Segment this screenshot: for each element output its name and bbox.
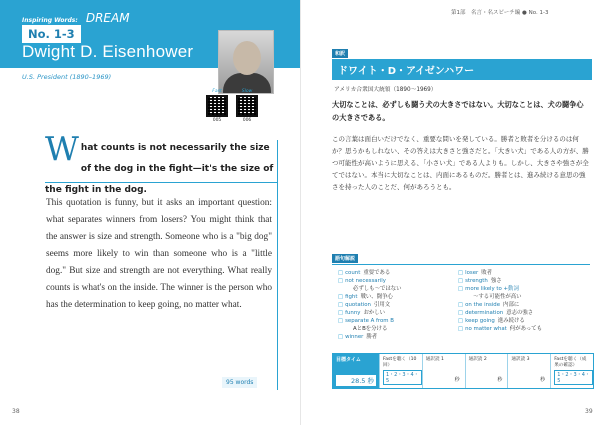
practice-timer-table xyxy=(332,353,594,389)
vocabulary-meaning: ～する可能性が高い xyxy=(473,294,522,300)
seconds-unit: 秒 xyxy=(497,377,503,383)
vocabulary-term: count xyxy=(345,270,361,276)
vocabulary-term: determination xyxy=(465,310,504,316)
right-page xyxy=(300,0,600,425)
checkbox-icon[interactable]: □ xyxy=(338,310,344,316)
vocabulary-meaning: おかしい xyxy=(363,310,386,316)
vocabulary-meaning: 必ずしも～ではない xyxy=(353,286,402,292)
vocabulary-tag: 語句解説 xyxy=(332,254,358,263)
translation-tag: 和訳 xyxy=(332,49,348,58)
vocabulary-meaning: 内部に xyxy=(503,302,520,308)
repeat-checklist[interactable]: 1・2・3・4・5 xyxy=(383,370,422,385)
checkbox-icon[interactable]: □ xyxy=(338,302,344,308)
portrait-photo xyxy=(218,30,274,94)
vocabulary-meaning: AとBを分ける xyxy=(353,326,388,332)
vocabulary-item xyxy=(338,309,458,317)
vocabulary-item xyxy=(458,301,578,309)
track-number: 006 xyxy=(242,118,252,123)
checkbox-icon[interactable]: □ xyxy=(458,278,464,284)
vocabulary-item xyxy=(338,293,458,301)
vocabulary-meaning: 何があっても xyxy=(509,326,543,332)
vocabulary-term: winner xyxy=(345,334,364,340)
speaker-role-ja: アメリカ合衆国大統領（1890～1969） xyxy=(334,87,437,93)
cell-title: 通訳読 2 xyxy=(468,357,487,362)
vocabulary-box xyxy=(332,245,590,341)
practice-cell[interactable] xyxy=(379,354,422,388)
divider xyxy=(332,264,590,265)
vocabulary-column-right xyxy=(458,269,578,341)
vocabulary-meaning: 引用文 xyxy=(373,302,391,308)
vocabulary-meaning: 戦い、闘争心 xyxy=(360,294,393,300)
vocabulary-term: on the inside xyxy=(465,302,501,308)
vocabulary-item xyxy=(458,325,578,333)
vocabulary-item xyxy=(338,285,458,293)
vocabulary-meaning: 敗者 xyxy=(481,270,493,276)
entry-number-badge: No. 1-3 xyxy=(22,25,81,43)
vocabulary-term: separate A from B xyxy=(345,318,394,324)
vocabulary-item xyxy=(458,277,578,285)
vocabulary-term: strength xyxy=(465,278,488,284)
vocabulary-term: funny xyxy=(345,310,361,316)
running-header: 第1部 名言・名スピーチ編 ● No. 1-3 xyxy=(451,10,549,16)
vocabulary-item xyxy=(458,317,578,325)
divider xyxy=(277,140,278,390)
vocabulary-column-left xyxy=(338,269,458,341)
body-text: This quotation is funny, but it asks an important question: what separates winners from losers? You might think that the answer is size and strength. Someone who is a "big dog" seems more likely to win than someone who is a "little dog." But size and strength are not everything. What really counts is what's on the inside. The winner is the person who has the determination to keep going, no matter what. xyxy=(46,198,272,310)
checkbox-icon[interactable]: □ xyxy=(338,278,344,284)
translation-heading xyxy=(332,40,592,93)
checkbox-icon[interactable]: □ xyxy=(458,310,464,316)
cell-title: 通訳読 1 xyxy=(425,357,444,362)
checkbox-icon[interactable]: □ xyxy=(458,326,464,332)
vocabulary-meaning: 重要である xyxy=(363,270,391,276)
practice-cell[interactable] xyxy=(422,354,465,388)
series-title: DREAM xyxy=(85,11,130,25)
checkbox-icon[interactable]: □ xyxy=(338,334,344,340)
quote-drop-cap: W xyxy=(45,129,79,168)
seconds-unit: 秒 xyxy=(540,377,546,383)
vocabulary-term: fight xyxy=(345,294,358,300)
quote xyxy=(45,129,275,198)
practice-cell[interactable] xyxy=(550,354,593,388)
repeat-checklist[interactable]: 1・2・3・4・5 xyxy=(554,370,593,385)
vocabulary-item xyxy=(458,285,578,293)
checkbox-icon[interactable]: □ xyxy=(458,286,464,292)
speaker-name: Dwight D. Eisenhower xyxy=(22,42,194,61)
series-heading xyxy=(22,7,130,26)
seconds-unit: 秒 xyxy=(454,377,460,383)
checkbox-icon[interactable]: □ xyxy=(458,302,464,308)
vocabulary-item xyxy=(338,317,458,325)
vocabulary-item xyxy=(338,301,458,309)
target-time xyxy=(333,354,379,388)
body-text-ja: この言葉は面白いだけでなく、重要な問いを発している。勝者と敗者を分けるのは何か？思うかもしれない、その答えは大きさと強さだと。「大きい犬」である人の方が、勝つ可能性が高いように思える、「小さい犬」である人よりも。しかし、大きさや強さが全てではない。本当に大切なことは、内面にあるものだ。勝者とは、進み続ける意思の強さを持った人のことだ、何があろうとも。 xyxy=(332,135,589,191)
checkbox-icon[interactable]: □ xyxy=(338,270,344,276)
vocabulary-item xyxy=(458,309,578,317)
word-count: 95 words xyxy=(222,377,257,388)
divider xyxy=(45,182,277,183)
target-time-label: 目標タイム xyxy=(336,357,361,363)
speaker-role: U.S. President (1890–1969) xyxy=(22,73,112,81)
vocabulary-term: more likely to +動詞 xyxy=(465,286,519,292)
checkbox-icon[interactable]: □ xyxy=(338,318,344,324)
vocabulary-term: loser xyxy=(465,270,479,276)
qr-icon xyxy=(236,95,258,117)
target-time-value: 28.5 秒 xyxy=(336,375,376,386)
vocabulary-meaning: 意志の強さ xyxy=(506,310,534,316)
qr-label: Fast xyxy=(212,89,222,94)
speaker-name-ja: ドワイト・D・アイゼンハワー xyxy=(332,59,592,80)
qr-code-slow[interactable] xyxy=(236,89,258,123)
vocabulary-term: no matter what xyxy=(465,326,507,332)
qr-code-fast[interactable] xyxy=(206,89,228,123)
checkbox-icon[interactable]: □ xyxy=(458,318,464,324)
cell-title: Fastを聴く（10回） xyxy=(383,357,417,368)
vocabulary-meaning: 進み続ける xyxy=(497,318,525,324)
practice-cell[interactable] xyxy=(465,354,508,388)
vocabulary-term: quotation xyxy=(345,302,371,308)
vocabulary-item xyxy=(338,325,458,333)
vocabulary-item xyxy=(338,269,458,277)
vocabulary-meaning: 勝者 xyxy=(366,334,378,340)
cell-title: Fastを聴く（成果の確認） xyxy=(554,357,587,368)
checkbox-icon[interactable]: □ xyxy=(458,270,464,276)
cell-title: 通訳読 3 xyxy=(511,357,530,362)
qr-label: Slow xyxy=(241,89,253,94)
quote-text: hat counts is not necessarily the size of the dog in the fight—it's the size of the fight in the dog. xyxy=(45,143,274,195)
vocabulary-item xyxy=(458,293,578,301)
checkbox-icon[interactable]: □ xyxy=(338,294,344,300)
quote-ja: 大切なことは、必ずしも闘う犬の大きさではない。大切なことは、犬の闘争心の大きさである。 xyxy=(332,100,584,122)
vocabulary-item xyxy=(338,333,458,341)
practice-cell[interactable] xyxy=(507,354,550,388)
vocabulary-item xyxy=(338,277,458,285)
page-number: 38 xyxy=(12,408,20,415)
qr-icon xyxy=(206,95,228,117)
page-number: 39 xyxy=(585,408,593,415)
vocabulary-term: not necessarily xyxy=(345,278,386,284)
series-label: Inspiring Words: xyxy=(22,17,78,24)
track-number: 005 xyxy=(212,118,222,123)
vocabulary-item xyxy=(458,269,578,277)
vocabulary-meaning: 強さ xyxy=(490,278,502,284)
vocabulary-term: keep going xyxy=(465,318,495,324)
